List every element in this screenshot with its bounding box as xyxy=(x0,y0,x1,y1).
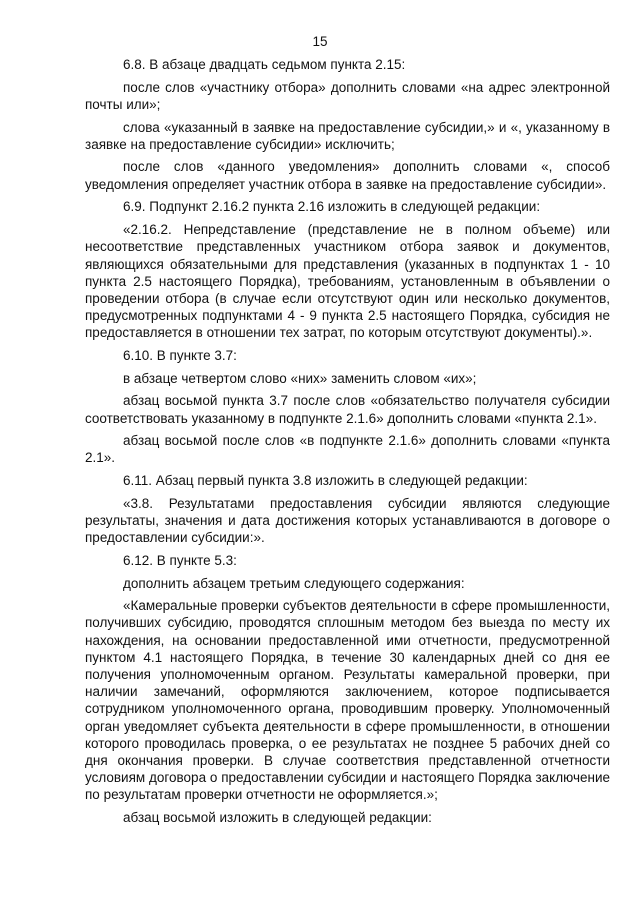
paragraph-6-11-text: «3.8. Результатами предоставления субсидии являются следующие результаты, значения и дата достижения которых устанавливаются в договоре о предоставлении субсидии:». xyxy=(85,495,610,546)
paragraph-6-12-item-1: дополнить абзацем третьим следующего содержания: xyxy=(123,575,465,591)
paragraph-6-12-heading: 6.12. В пункте 5.3: xyxy=(123,552,237,568)
paragraph-6-10-item-1: в абзаце четвертом слово «них» заменить словом «их»; xyxy=(123,371,477,386)
paragraph-6-12-item-2: абзац восьмой изложить в следующей редакции: xyxy=(123,809,432,825)
paragraph-6-12-quote: «Камеральные проверки субъектов деятельности в сфере промышленности, получивших субсидию, проводятся сплошным методом без выезда по месту их нахождения, на основании предоставленной ими отчетности, предусмотренной пунктом 4.1 настоящего Порядка, в течение 30 календарных дней со дня ее получения уполномоченным органом. Результаты камеральной проверки, при наличии замечаний, оформляются заключением, которое подписывается сотрудником уполномоченного органа, проводившим проверку. Уполномоченный орган уведомляет субъекта деятельности в сфере промышленности, в отношении которого проводилась проверка, о ее результатах не позднее 5 рабочих дней со дня окончания проверки. В случае соответствия представленной отчетности условиям договора о предоставлении субсидии и настоящего Порядка заключение по результатам проверки отчетности не оформляется.»; xyxy=(85,598,610,803)
paragraph-6-10-item-2: абзац восьмой пункта 3.7 после слов «обязательство получателя субсидии соответствовать указанному в подпункте 2.1.6» дополнить словами «пункта 2.1». xyxy=(85,393,610,426)
page-number: 15 xyxy=(312,34,328,49)
paragraph-6-10-item-3: абзац восьмой после слов «в подпункте 2.1.6» дополнить словами «пункта 2.1». xyxy=(85,432,610,466)
paragraph-6-10-heading: 6.10. В пункте 3.7: xyxy=(123,347,237,363)
paragraph-6-9-heading: 6.9. Подпункт 2.16.2 пункта 2.16 изложить в следующей редакции: xyxy=(123,198,541,214)
document-body xyxy=(85,56,610,831)
paragraph-6-9-text: «2.16.2. Непредставление (представление не в полном объеме) или несоответствие представленных участником отбора заявок и документов, являющихся обязательными для представления (указанных в подпунктах 1 - 10 пункта 2.5 настоящего Порядка), требованиям, установленным в объявлении о проведении отбора (в случае если отсутствуют один или несколько документов, предусмотренных подпунктами 4 - 9 пункта 2.5 настоящего Порядка, субсидия не предоставляется в отношении тех затрат, по которым отсутствуют документы).». xyxy=(85,222,610,341)
paragraph-6-11-heading: 6.11. Абзац первый пункта 3.8 изложить в следующей редакции: xyxy=(123,472,528,488)
paragraph-6-8-heading: 6.8. В абзаце двадцать седьмом пункта 2.15: xyxy=(123,57,406,72)
paragraph-6-8-item-3: после слов «данного уведомления» дополнить словами «, способ уведомления определяет участник отбора в заявке на предоставление субсидии». xyxy=(85,159,610,192)
paragraph-6-8-item-2: слова «указанный в заявке на предоставление субсидии,» и «, указанному в заявке на предоставление субсидии» исключить; xyxy=(85,119,610,152)
paragraph-6-8-item-1: после слов «участнику отбора» дополнить словами «на адрес электронной почты или»; xyxy=(85,80,610,113)
